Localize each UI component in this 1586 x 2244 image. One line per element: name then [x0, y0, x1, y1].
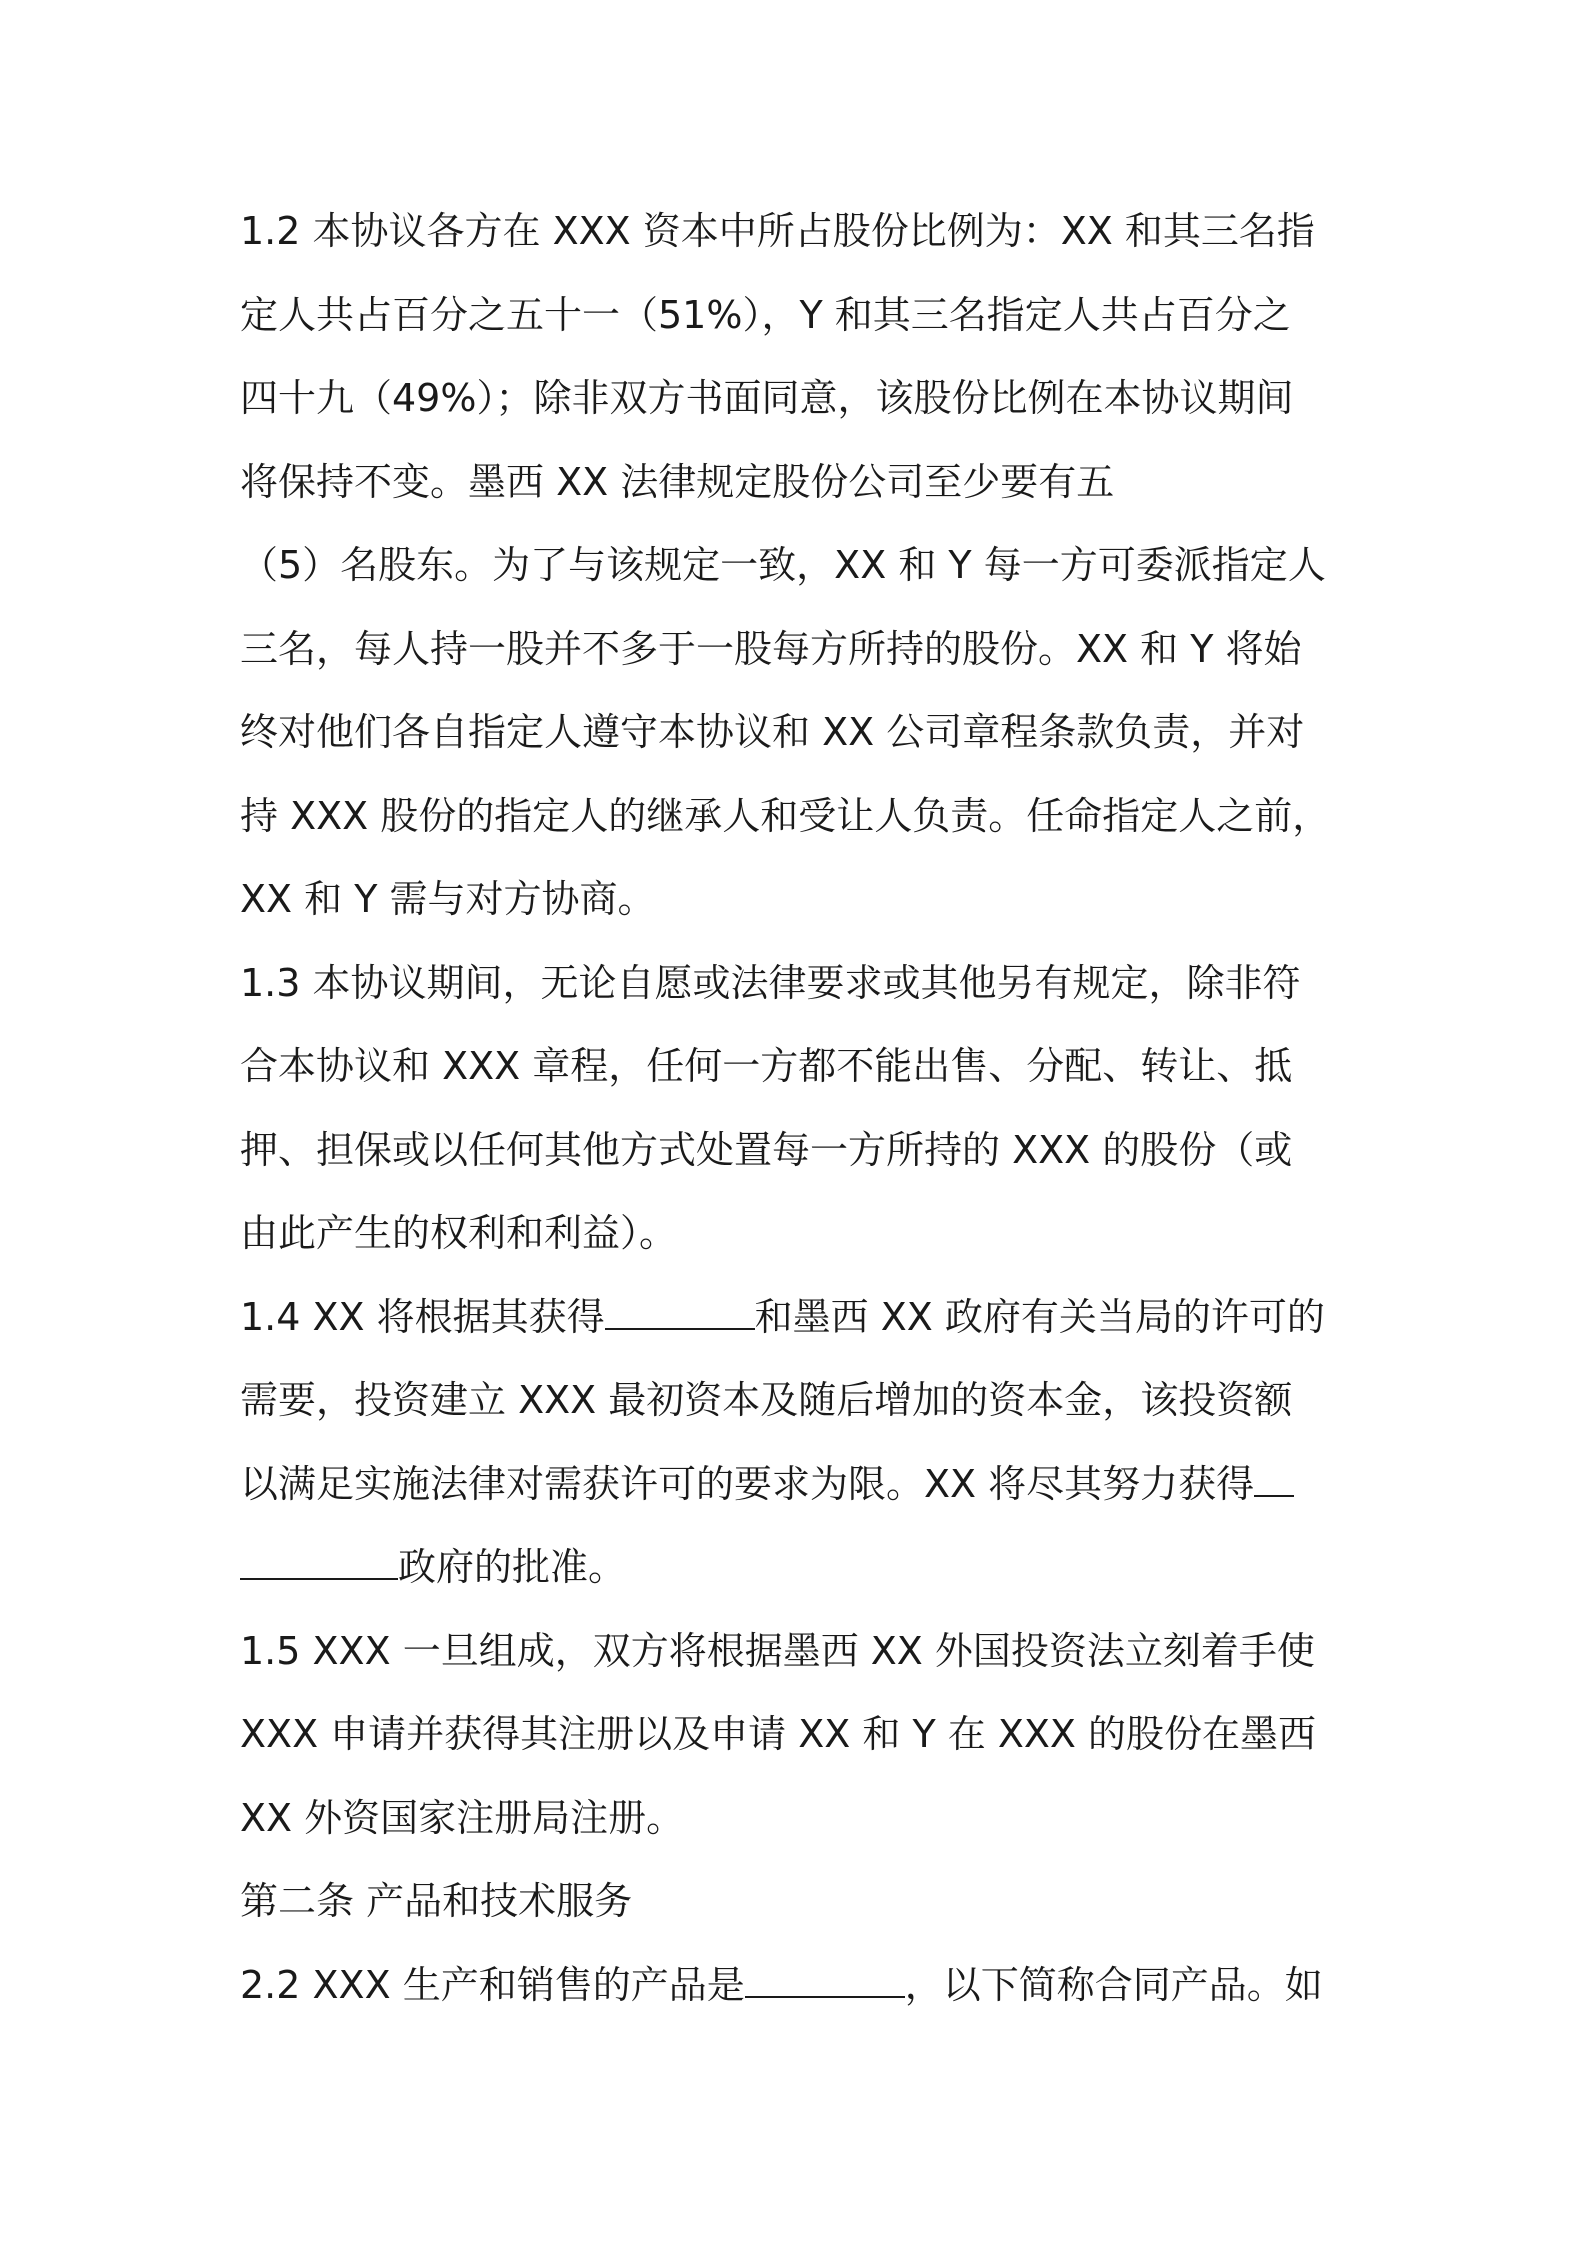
text-line: 1.5 XXX 一旦组成，双方将根据墨西 XX 外国投资法立刻着手使	[240, 1628, 1315, 1673]
text-line: 终对他们各自指定人遵守本协议和 XX 公司章程条款负责，并对	[240, 710, 1305, 754]
text-line-with-blank	[240, 1526, 1360, 1610]
text-line: 持 XXX 股份的指定人的继承人和受让人负责。任命指定人之前，	[240, 793, 1331, 838]
text-line: 定人共占百分之五十一（51%），Y 和其三名指定人共占百分之	[240, 292, 1291, 337]
text-line: 三名，每人持一股并不多于一股每方所持的股份。XX 和 Y 将始	[240, 626, 1302, 671]
text-fragment: 1.4 XX 将根据其获得	[240, 1294, 605, 1339]
text-fragment: 2.2 XXX 生产和销售的产品是	[240, 1962, 745, 2007]
text-line-with-blank	[240, 1276, 1360, 1360]
text-line-with-blank	[240, 1944, 1360, 2028]
text-line: 押、担保或以任何其他方式处置每一方所持的 XXX 的股份（或	[240, 1127, 1293, 1172]
fill-in-blank	[1254, 1451, 1294, 1497]
document-body	[240, 190, 1360, 2027]
text-line: （5）名股东。为了与该规定一致，XX 和 Y 每一方可委派指定人	[240, 543, 1326, 587]
section-heading: 第二条 产品和技术服务	[240, 1879, 633, 1923]
fill-in-blank	[240, 1534, 398, 1580]
text-line: 由此产生的权利和利益）。	[240, 1211, 678, 1255]
text-fragment: 以满足实施法律对需获许可的要求为限。XX 将尽其努力获得	[240, 1461, 1255, 1506]
fill-in-blank	[745, 1952, 905, 1998]
text-line: XXX 申请并获得其注册以及申请 XX 和 Y 在 XXX 的股份在墨西	[240, 1712, 1317, 1756]
text-line: 1.3 本协议期间，无论自愿或法律要求或其他另有规定，除非符	[240, 960, 1301, 1005]
text-line: 需要，投资建立 XXX 最初资本及随后增加的资本金，该投资额	[240, 1378, 1293, 1422]
fill-in-blank	[605, 1284, 755, 1330]
text-line: XX 外资国家注册局注册。	[240, 1795, 685, 1840]
text-line-with-blank	[240, 1443, 1360, 1527]
text-line: 1.2 本协议各方在 XXX 资本中所占股份比例为：XX 和其三名指	[240, 209, 1315, 253]
text-line: 合本协议和 XXX 章程，任何一方都不能出售、分配、转让、抵	[240, 1044, 1293, 1088]
text-line: 将保持不变。墨西 XX 法律规定股份公司至少要有五	[240, 459, 1115, 504]
text-line: XX 和 Y 需与对方协商。	[240, 877, 656, 921]
text-fragment: ，以下简称合同产品。如	[904, 1962, 1323, 2007]
text-fragment: 政府的批准。	[398, 1545, 627, 1589]
text-fragment: 和墨西 XX 政府有关当局的许可的	[754, 1294, 1325, 1339]
text-line: 四十九（49%）；除非双方书面同意，该股份比例在本协议期间	[240, 376, 1294, 420]
